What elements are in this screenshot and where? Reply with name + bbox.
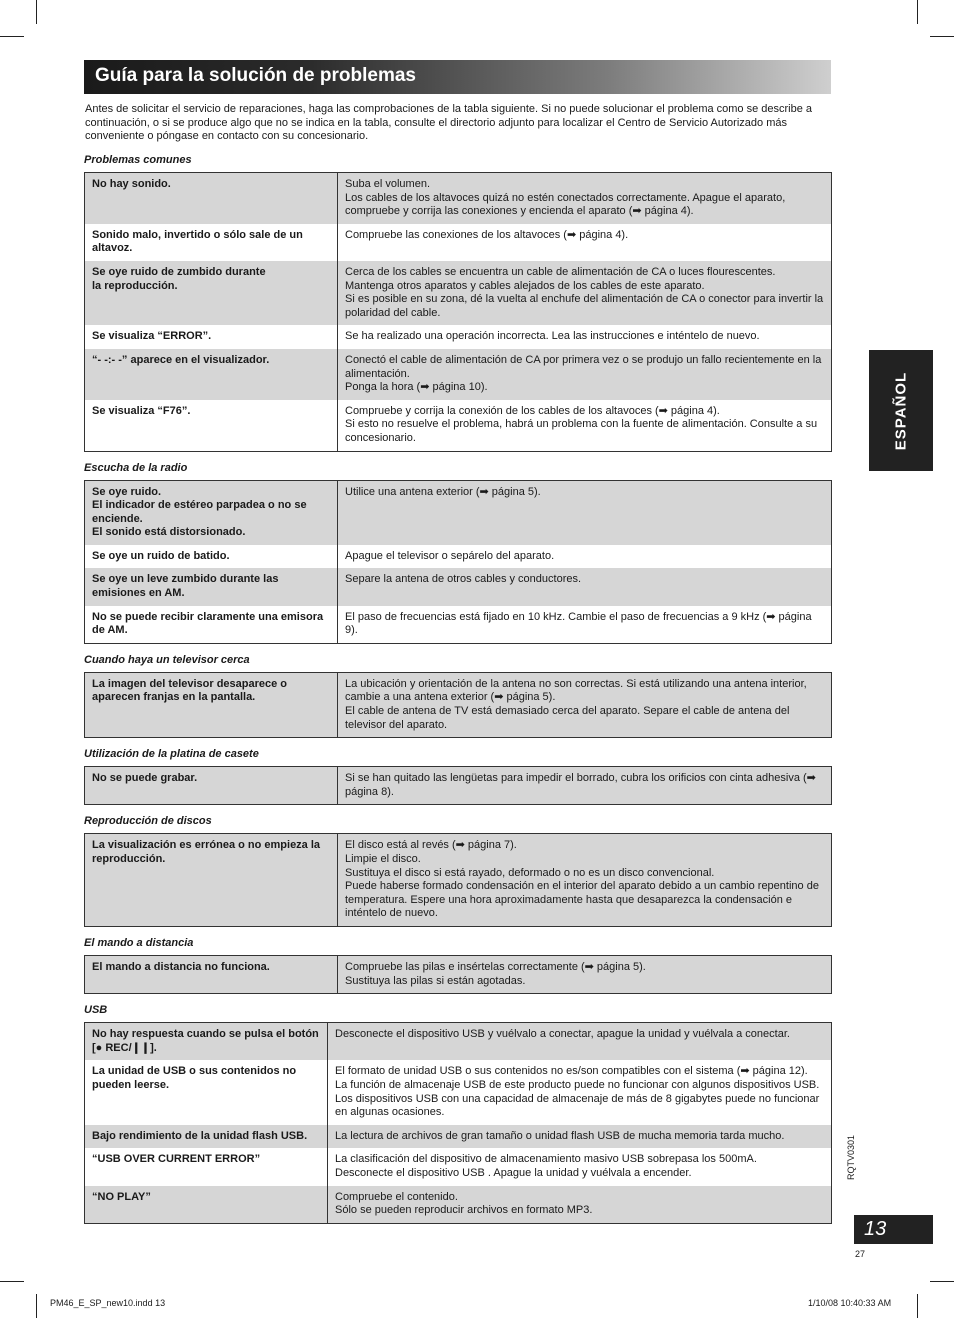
footer-file-name: PM46_E_SP_new10.indd 13: [50, 1298, 166, 1308]
solution-text: Compruebe las pilas e insértelas correctamente (➡ página 5).: [345, 960, 646, 973]
solution-text: Sólo se pueden reproducir archivos en formato MP3.: [335, 1204, 593, 1217]
problem-text: “NO PLAY”: [92, 1190, 151, 1203]
problem-cell: [85, 1023, 328, 1061]
section-title: Problemas comunes: [84, 154, 192, 166]
table-row: [85, 1186, 832, 1224]
page-title: Guía para la solución de problemas: [95, 65, 416, 86]
table-row: [85, 955, 832, 993]
problem-table: [84, 955, 832, 994]
problem-cell: [85, 349, 338, 400]
problem-text: Bajo rendimiento de la unidad flash USB.: [92, 1129, 308, 1142]
table-row: [85, 261, 832, 325]
problem-text: Se oye ruido.: [92, 485, 162, 498]
solution-cell: [338, 834, 832, 927]
solution-text: La ubicación y orientación de la antena no son correctas. Si está utilizando una antena interior, cambie a una antena exterior (➡ página 5).: [345, 677, 807, 704]
problem-cell: [85, 261, 338, 325]
problem-cell: [85, 1148, 328, 1185]
crop-mark: [0, 1281, 24, 1282]
problem-text: Se oye ruido de zumbido durante: [92, 265, 266, 278]
page-number: 13: [864, 1218, 887, 1240]
solution-text: Conectó el cable de alimentación de CA por primera vez o se produjo un fallo recientemente en la alimentación.: [345, 353, 822, 380]
table-row: [85, 1023, 832, 1061]
problem-cell: [85, 955, 338, 993]
section-title: Utilización de la platina de casete: [84, 748, 259, 761]
crop-mark: [930, 1281, 954, 1282]
solution-text: Si es posible en su zona, dé la vuelta al enchufe del alimentación de CA o conector para invertir la polaridad del cable.: [345, 293, 824, 319]
solution-text: Sustituya el disco si está rayado, deformado o no es un disco convencional.: [345, 866, 715, 879]
problem-text: La visualización es errónea o no empieza la reproducción.: [92, 839, 321, 865]
problem-text: El mando a distancia no funciona.: [92, 960, 270, 973]
solution-cell: [338, 767, 832, 805]
problem-table: [84, 833, 832, 927]
problem-cell: [85, 767, 338, 805]
solution-text: Los cables de los altavoces quizá no estén conectados correctamente. Apague el aparato, compruebe y corrija las conexiones y encienda el aparato (➡ página 4).: [345, 191, 786, 218]
section-title: Escucha de la radio: [84, 461, 188, 474]
solution-text: Puede haberse formado condensación en el interior del aparato debido a un cambio repentino de temperatura. Espere una hora aproximadamente hasta que desaparezca la condensación e inténtelo de nuevo.: [345, 880, 819, 920]
problem-text: El sonido está distorsionado.: [92, 526, 246, 539]
problem-text: La imagen del televisor desaparece o aparecen franjas en la pantalla.: [92, 677, 288, 704]
solution-text: Cerca de los cables se encuentra un cable de alimentación de CA o luces flourescentes. Mantenga otros aparatos y cables alejados de los cables de este aparato.: [345, 265, 776, 292]
doc-code: RQTV0301: [846, 1134, 856, 1180]
problem-text: Se visualiza “ERROR”.: [92, 330, 212, 343]
solution-text: Suba el volumen.: [345, 178, 430, 190]
problem-table: [84, 766, 832, 805]
language-tab-label: ESPAÑOL: [892, 371, 910, 450]
solution-text: Sustituya las pilas si están agotadas.: [345, 974, 526, 987]
solution-text: Los dispositivos USB con una capacidad de almacenaje de más de 8 gigabytes puede no funcionar en algunas ocasiones.: [335, 1092, 820, 1119]
solution-cell: [338, 955, 832, 993]
table-row: [85, 1060, 832, 1124]
solution-text: Compruebe y corrija la conexión de los cables de los altavoces (➡ página 4).: [345, 404, 720, 417]
solution-cell: [338, 400, 832, 451]
solution-text: El cable de antena de TV está demasiado cerca del aparato. Separe el cable de antena del televisor del aparato.: [345, 705, 790, 731]
problem-table: [84, 480, 832, 644]
table-row: [85, 173, 832, 224]
problem-cell: [85, 400, 338, 451]
section-title: Reproducción de discos: [84, 815, 212, 828]
problem-text: No hay sonido.: [92, 178, 171, 190]
intro-text: Antes de solicitar el servicio de reparaciones, haga las comprobaciones de la tabla siguiente. Si no puede solucionar el problema como se describe a continuación, o si se produce algo que no se indica en la tabla, consulte el directorio adjunto para localizar el Centro de Servicio Autorizado más conveniente o póngase en contacto con su concesionario.: [85, 103, 813, 143]
solution-cell: [338, 349, 832, 400]
solution-cell: [338, 568, 832, 605]
solution-text: Se ha realizado una operación incorrecta. Lea las instrucciones e inténtelo de nuevo.: [345, 330, 760, 343]
solution-cell: [338, 224, 832, 261]
problem-cell: [85, 224, 338, 261]
problem-text: “USB OVER CURRENT ERROR”: [92, 1153, 261, 1166]
crop-mark: [36, 1294, 37, 1318]
solution-text: Ponga la hora (➡ página 10).: [345, 381, 488, 394]
problem-text: La unidad de USB o sus contenidos no pueden leerse.: [92, 1065, 297, 1091]
solution-text: La lectura de archivos de gran tamaño o unidad flash USB de mucha memoria tarda mucho.: [335, 1129, 785, 1142]
solution-text: Si se han quitado las lengüetas para impedir el borrado, cubra los orificios con cinta adhesiva (➡ página 8).: [345, 772, 816, 798]
problem-cell: [85, 325, 338, 349]
title-bar: [84, 60, 831, 94]
solution-cell: [328, 1125, 832, 1149]
table-row: [85, 400, 832, 451]
crop-mark: [917, 1294, 918, 1318]
problem-cell: [85, 834, 338, 927]
table-row: [85, 568, 832, 605]
table-row: [85, 1148, 832, 1185]
solution-text: El disco está al revés (➡ página 7).: [345, 839, 517, 852]
problem-cell: [85, 606, 338, 644]
problem-cell: [85, 1186, 328, 1224]
problem-table: [84, 1022, 832, 1224]
solution-text: Apague el televisor o sepárelo del aparato.: [345, 549, 555, 562]
problem-cell: [85, 173, 338, 224]
solution-text: La clasificación del dispositivo de almacenamiento masivo USB sobrepasa los 500mA.: [335, 1153, 757, 1166]
crop-mark: [36, 0, 37, 24]
problem-text: No se puede recibir claramente una emisora de AM.: [92, 610, 324, 637]
table-row: [85, 1125, 832, 1149]
table-row: [85, 224, 832, 261]
problem-text: Se visualiza “F76”.: [92, 404, 191, 417]
solution-text: Limpie el disco.: [345, 853, 421, 865]
problem-cell: [85, 1060, 328, 1124]
problem-cell: [85, 568, 338, 605]
problem-text: No hay respuesta cuando se pulsa el botón [● REC/❙❙].: [92, 1028, 319, 1054]
solution-text: Desconecte el dispositivo USB . Apague la unidad y vuélvala a encender.: [335, 1166, 692, 1179]
solution-cell: [328, 1060, 832, 1124]
solution-cell: [328, 1186, 832, 1224]
language-tab: [869, 350, 933, 471]
crop-mark: [917, 0, 918, 24]
problem-cell: [85, 545, 338, 569]
crop-mark: [0, 36, 24, 37]
troubleshooting-content: [84, 152, 832, 1232]
table-row: [85, 349, 832, 400]
problem-text: “- -:- -” aparece en el visualizador.: [92, 353, 270, 366]
solution-cell: [338, 325, 832, 349]
problem-table: [84, 172, 832, 452]
solution-cell: [338, 173, 832, 224]
footer-timestamp: 1/10/08 10:40:33 AM: [808, 1298, 892, 1308]
solution-text: Si esto no resuelve el problema, habrá un problema con la fuente de alimentación. Consulte a su concesionario.: [345, 418, 818, 444]
problem-cell: [85, 672, 338, 737]
problem-cell: [85, 480, 338, 545]
solution-cell: [338, 606, 832, 644]
problem-text: la reproducción.: [92, 279, 178, 292]
section-title: USB: [84, 1004, 108, 1017]
table-row: [85, 834, 832, 927]
table-row: [85, 545, 832, 569]
problem-text: Se oye un leve zumbido durante las emisiones en AM.: [92, 573, 279, 600]
solution-cell: [328, 1148, 832, 1185]
page-number-box: [854, 1215, 933, 1244]
table-row: [85, 672, 832, 737]
problem-text: Sonido malo, invertido o sólo sale de un altavoz.: [92, 228, 303, 255]
solution-text: Utilice una antena exterior (➡ página 5).: [345, 485, 541, 498]
solution-text: Compruebe el contenido.: [335, 1190, 458, 1203]
section-title: El mando a distancia: [84, 936, 194, 949]
problem-text: No se puede grabar.: [92, 772, 198, 785]
problem-text: Se oye un ruido de batido.: [92, 549, 230, 562]
solution-text: Separe la antena de otros cables y conductores.: [345, 573, 582, 586]
solution-cell: [338, 261, 832, 325]
problem-table: [84, 672, 832, 738]
solution-text: Desconecte el dispositivo USB y vuélvalo a conectar, apague la unidad y vuélvala a conectar.: [335, 1028, 790, 1041]
solution-cell: [328, 1023, 832, 1061]
solution-text: Compruebe las conexiones de los altavoces (➡ página 4).: [345, 228, 629, 241]
problem-cell: [85, 1125, 328, 1149]
solution-cell: [338, 672, 832, 737]
table-row: [85, 480, 832, 545]
solution-cell: [338, 545, 832, 569]
table-row: [85, 325, 832, 349]
sub-page-number: 27: [855, 1249, 866, 1259]
table-row: [85, 767, 832, 805]
solution-text: El paso de frecuencias está fijado en 10 kHz. Cambie el paso de frecuencias a 9 kHz (➡ página 9).: [345, 610, 812, 637]
table-row: [85, 606, 832, 644]
section-title: Cuando haya un televisor cerca: [84, 653, 250, 666]
crop-mark: [930, 36, 954, 37]
solution-text: El formato de unidad USB o sus contenidos no es/son compatibles con el sistema (➡ página 12).: [335, 1065, 808, 1078]
solution-cell: [338, 480, 832, 545]
problem-text: El indicador de estéreo parpadea o no se enciende.: [92, 499, 307, 525]
solution-text: La función de almacenaje USB de este producto puede no funcionar con algunos dispositivos USB.: [335, 1078, 820, 1091]
